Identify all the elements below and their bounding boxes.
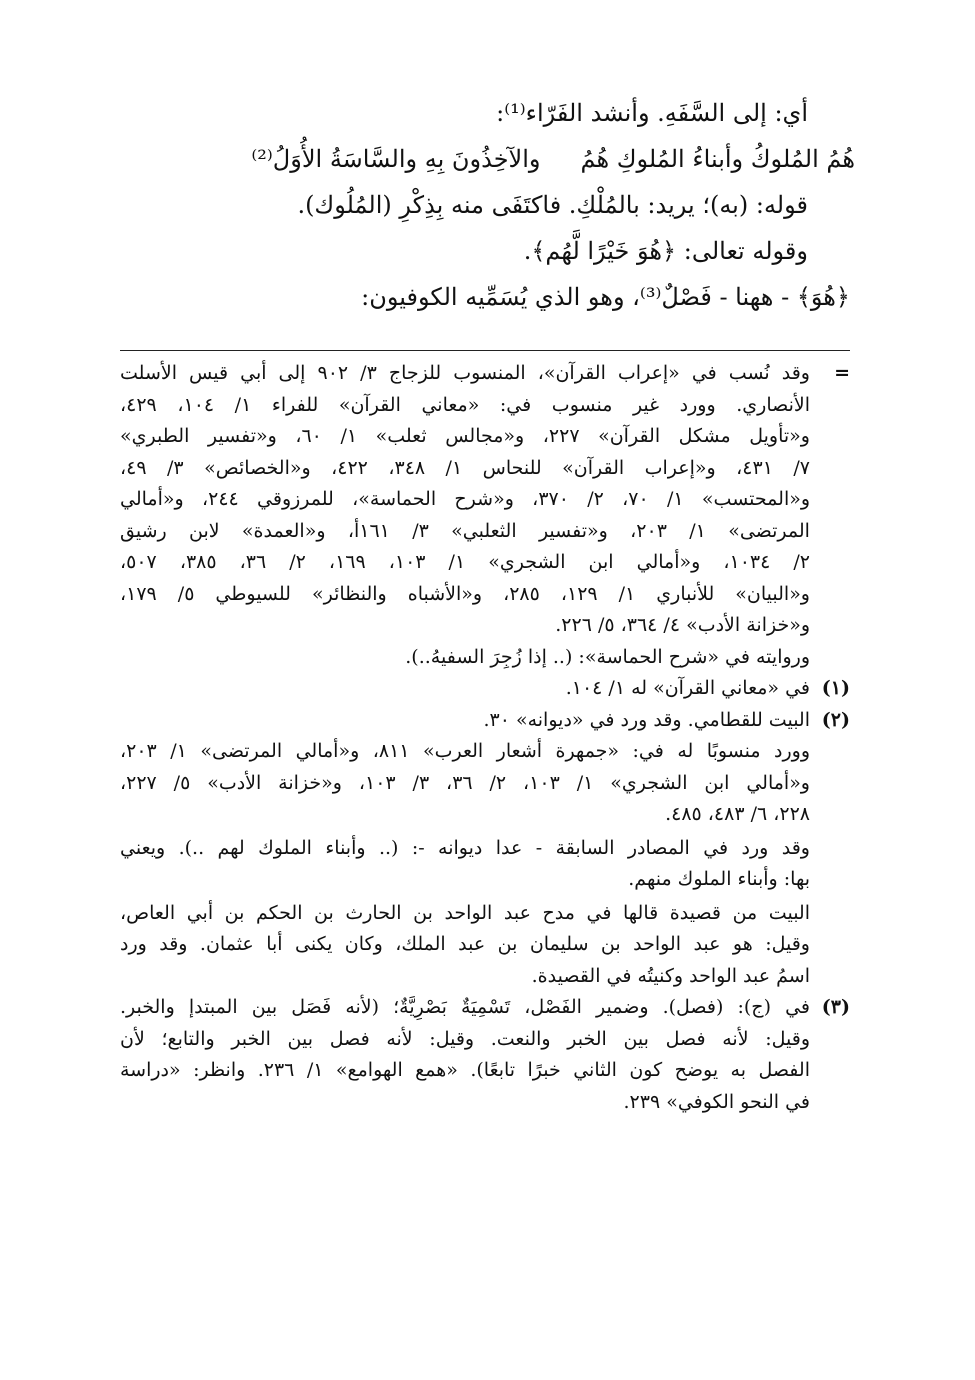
footnote-line: وقيل: لأنه فصل بين الخبر والنعت. وقيل: لأنه فصل بين الخبر والتابع؛ لأن — [120, 1027, 810, 1050]
footnote-marker: (١) — [821, 677, 850, 699]
footnote-line: و«أمالي ابن الشجري» ١/ ١٠٣، ٢/ ٣٦، ٣/ ١٠٣، و«خزانة الأدب» ٥/ ٢٢٧، — [120, 771, 810, 794]
footnote-line: الفصل به يوضح كون الثاني خبرًا تابعًا). «همع الهوامع» ١/ ٢٣٦. وانظر: «دراسة — [120, 1059, 810, 1081]
footnote-line: ٢٢٨، ٦/ ٤٨٣، ٤٨٥. — [665, 803, 810, 825]
footnote-line: و«خزانة الأدب» ٤/ ٣٦٤، ٥/ ٢٢٦. — [555, 614, 810, 636]
footnote-marker: = — [834, 362, 850, 384]
footnote-divider — [120, 350, 850, 351]
footnote-1 — [120, 673, 850, 705]
main-text — [120, 92, 855, 322]
footnote-line: الأنصاري. وورد غير منسوب في: «معاني القرآن» للفراء ١/ ١٠٤، ٤٢٩، — [120, 393, 810, 416]
footnote-line: في النحو الكوفي» ٢٣٩. — [623, 1090, 810, 1113]
footnote-2-cont — [120, 736, 850, 992]
footnote-line: و«المحتسب» ١/ ٧٠، ٢/ ٣٧٠، و«شرح الحماسة»، للمرزوقي ٢٤٤، و«أمالي — [120, 488, 810, 510]
main-line: قوله: (به)؛ يريد: بالمُلْكِ. فاكتَفَى منه بِذِكْرِ (المُلُوك). — [297, 191, 808, 219]
poetry-verse — [120, 138, 855, 184]
footnote-line: المرتضى» ١/ ٢٠٣، و«تفسير الثعلبي» ٣/ ١٦١أ، و«العمدة» لابن رشيق — [120, 519, 810, 542]
main-line: أي: إلى السَّفَهِ. وأنشد الفَرّاء⁽¹⁾: — [496, 99, 808, 127]
footnote-line: وورد منسوبًا له في: «جمهرة أشعار العرب» ٨١١، و«أمالي المرتضى» ١/ ٢٠٣، — [120, 740, 810, 762]
main-line: وقوله تعالى: ﴿هُوَ خَيْرًا لَّهُم﴾. — [523, 237, 808, 265]
footnote-2 — [120, 705, 850, 737]
footnote-body — [120, 736, 810, 992]
footnote-line: البيت للقطامي. وقد ورد في «ديوانه» ٣٠. — [483, 708, 810, 731]
footnote-body — [120, 358, 810, 673]
footnote-body — [120, 673, 810, 705]
footnote-marker: (٢) — [821, 708, 850, 731]
verse-left-hemistich: والآخِذُونَ بِهِ والسَّاسَةُ الأُوَلُ⁽²⁾ — [251, 145, 541, 173]
footnote-body — [120, 992, 810, 1118]
footnote-3 — [120, 992, 850, 1118]
footnote-line: في «معاني القرآن» له ١/ ١٠٤. — [565, 677, 810, 699]
verse-right-hemistich: هُمُ المُلوكُ وأبناءُ المُلوكِ هُمُ — [580, 145, 855, 173]
footnote-line: وروايته في «شرح الحماسة»: (.. إذا زُجِرَ السفيهُ..). — [405, 645, 810, 668]
footnote-line: ٧/ ٤٣١، و«إعراب القرآن» للنحاس ١/ ٣٤٨، ٤٢٢، و«الخصائص» ٣/ ٤٩، — [120, 456, 810, 479]
footnote-line: و«البيان» للأنباري ١/ ١٢٩، ٢٨٥، و«الأشباه والنظائر» للسيوطي ٥/ ١٧٩، — [120, 582, 810, 605]
footnote-line: البيت من قصيدة قالها في مدح عبد الواحد بن الحارث بن الحكم بن أبي العاص، — [120, 901, 810, 924]
footnote-line: وقد ورد في المصادر السابقة - عدا ديوانه -: (.. وأبناء الملوك لهم ..). ويعني — [120, 836, 810, 859]
footnote-body — [120, 705, 810, 737]
footnote-line: وقيل: هو عبد الواحد بن سليمان بن عبد الملك، وكان يكنى أبا عثمان. وقد ورد — [120, 933, 810, 955]
footnote-marker: (٣) — [821, 996, 850, 1018]
main-line: ﴿هُوَ﴾ - ههنا - فَصْلٌ⁽³⁾، وهو الذي يُسَمِّيه الكوفيون: — [361, 283, 850, 311]
footnote-line: اسمُ عبد الواحد وكنيتُه في القصيدة. — [531, 964, 810, 987]
footnote-line: بها: وأبناء الملوك منهم. — [628, 868, 810, 890]
footnote-line: في (ج): (فصل). وضمير الفَصْل، تَسْمِيَةٌ بَصْرِيَّةٌ؛ (لأنه فَصَل بين المبتدإ والخبر. — [120, 996, 810, 1018]
footnote-continuation — [120, 358, 850, 673]
footnotes — [120, 358, 850, 1118]
footnote-line: و«تأويل مشكل القرآن» ٢٢٧، و«مجالس ثعلب» ١/ ٦٠، و«تفسير الطبري» — [120, 425, 810, 447]
footnote-line: ٢/ ١٠٣٤، و«أمالي ابن الشجري» ١/ ١٠٣، ١٦٩، ٢/ ٣٦، ٣٨٥، ٥٠٧، — [120, 551, 810, 573]
footnote-line: وقد نُسب في «إعراب القرآن»، المنسوب للزجاج ٣/ ٩٠٢ إلى أبي قيس الأسلت — [120, 362, 810, 384]
